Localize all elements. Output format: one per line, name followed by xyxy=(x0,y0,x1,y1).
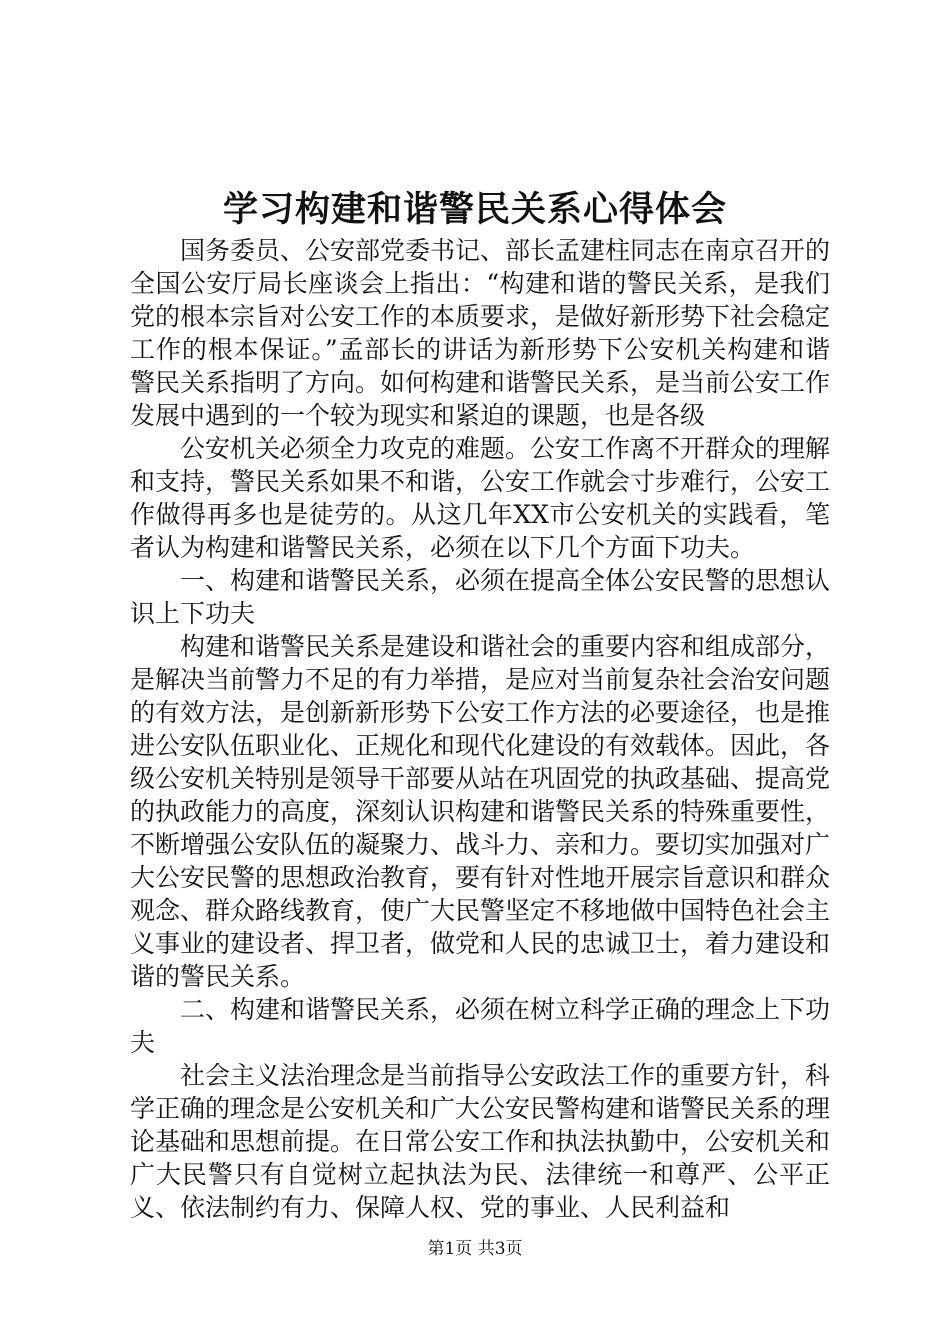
paragraph-intro: 国务委员、公安部党委书记、部长孟建柱同志在南京召开的全国公安厅局长座谈会上指出：“构建和谐的警民关系，是我们党的根本宗旨对公安工作的本质要求，是做好新形势下社会稳定工作的根本保证。”孟部长的讲话为新形势下公安机关构建和谐警民关系指明了方向。如何构建和谐警民关系，是当前公安工作发展中遇到的一个较为现实和紧迫的课题，也是各级 xyxy=(130,236,831,430)
section-heading-1: 一、构建和谐警民关系，必须在提高全体公安民警的思想认识上下功夫 xyxy=(130,566,831,628)
document-title: 学习构建和谐警民关系心得体会 xyxy=(222,189,727,230)
page-number-footer: 第1页 共3页 xyxy=(427,1239,523,1259)
paragraph-continuation: 公安机关必须全力攻克的难题。公安工作离不开群众的理解和支持，警民关系如果不和谐，公安工作就会寸步难行，公安工作做得再多也是徒劳的。从这几年XX市公安机关的实践看，笔者认为构建和谐警民关系，必须在以下几个方面下功夫。 xyxy=(130,434,831,562)
section-heading-2: 二、构建和谐警民关系，必须在树立科学正确的理念上下功夫 xyxy=(130,995,831,1057)
paragraph-section-1: 构建和谐警民关系是建设和谐社会的重要内容和组成部分，是解决当前警力不足的有力举措，是应对当前复杂社会治安问题的有效方法，是创新新形势下公安工作方法的必要途径，也是推进公安队伍职业化、正规化和现代化建设的有效载体。因此，各级公安机关特别是领导干部要从站在巩固党的执政基础、提高党的执政能力的高度，深刻认识构建和谐警民关系的特殊重要性，不断增强公安队伍的凝聚力、战斗力、亲和力。要切实加强对广大公安民警的思想政治教育，要有针对性地开展宗旨意识和群众观念、群众路线教育，使广大民警坚定不移地做中国特色社会主义事业的建设者、捍卫者，做党和人民的忠诚卫士，着力建设和谐的警民关系。 xyxy=(130,632,831,991)
paragraph-section-2: 社会主义法治理念是当前指导公安政法工作的重要方针，科学正确的理念是公安机关和广大公安民警构建和谐警民关系的理论基础和思想前提。在日常公安工作和执法执勤中，公安机关和广大民警只有自觉树立起执法为民、法律统一和尊严、公平正义、依法制约有力、保障人权、党的事业、人民利益和 xyxy=(130,1061,831,1222)
document-body xyxy=(130,234,830,1224)
